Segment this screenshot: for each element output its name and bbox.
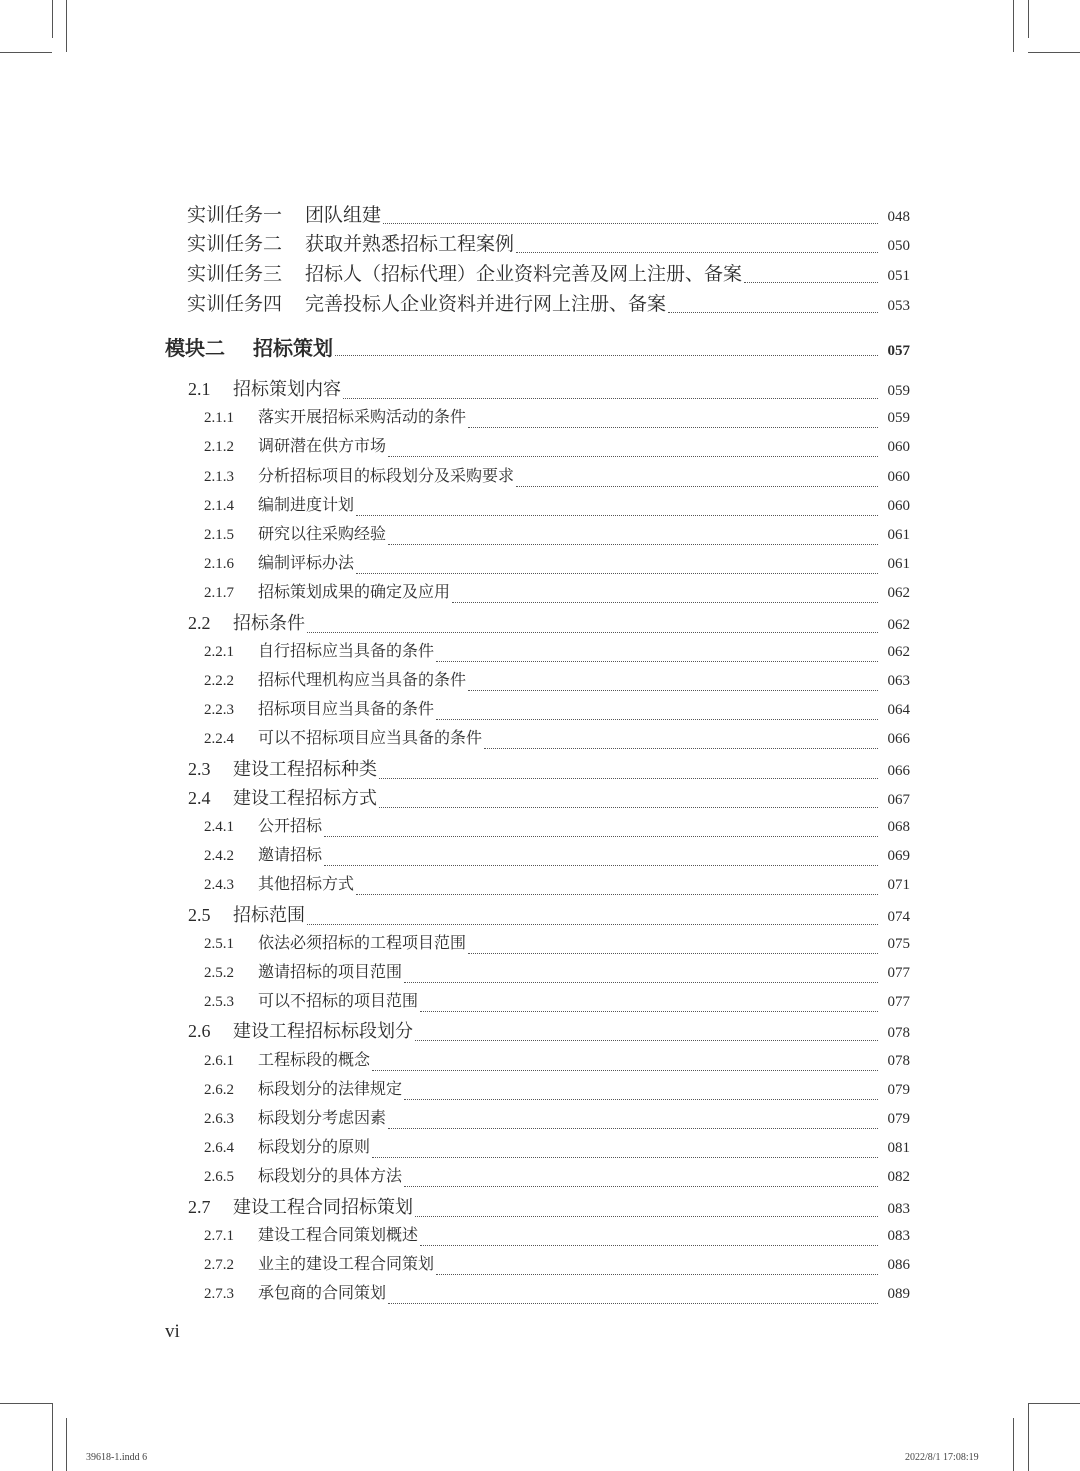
toc-entry-number: 2.6.1 — [204, 1052, 234, 1069]
toc-entry-title: 团队组建 — [305, 204, 382, 226]
toc-entry-number: 2.2.2 — [204, 673, 234, 689]
toc-entry-number: 2.5 — [188, 904, 211, 925]
toc-entry-title: 编制进度计划 — [258, 494, 355, 514]
toc-entry-number: 2.1.3 — [204, 468, 234, 485]
toc-entry-number: 2.6.2 — [204, 1081, 234, 1098]
dot-leader — [356, 515, 878, 516]
page-folio: vi — [165, 1321, 180, 1342]
toc-entry-number: 2.7 — [188, 1196, 211, 1217]
toc-entry-number: 2.1.4 — [204, 497, 234, 514]
toc-entry-title: 招标策划内容 — [233, 379, 341, 400]
toc-section[interactable] — [188, 609, 910, 637]
toc-entry-number: 2.1.1 — [204, 410, 234, 427]
dot-leader — [324, 865, 878, 866]
toc-entry-page: 078 — [887, 1052, 910, 1069]
dot-leader — [388, 544, 878, 545]
toc-entry-title: 业主的建设工程合同策划 — [258, 1254, 435, 1273]
toc-entry-page: 068 — [887, 819, 910, 835]
slug-file-info: 39618-1.indd 6 — [86, 1452, 148, 1463]
toc-entry-page: 057 — [887, 343, 910, 359]
toc-entry-title: 标段划分的具体方法 — [258, 1166, 403, 1186]
toc-entry-title: 招标策划成果的确定及应用 — [258, 582, 451, 602]
toc-entry-title: 自行招标应当具备的条件 — [258, 640, 435, 660]
toc-entry-number: 2.2 — [188, 612, 211, 633]
dot-leader — [379, 807, 878, 808]
toc-training-task[interactable] — [187, 289, 910, 317]
toc-entry-number: 2.2.3 — [204, 702, 234, 719]
dot-leader — [420, 1245, 878, 1246]
dot-leader — [388, 1303, 878, 1304]
dot-leader — [372, 1070, 878, 1071]
dot-leader — [484, 748, 878, 749]
toc-entry-number: 2.7.3 — [204, 1286, 234, 1303]
dot-leader — [516, 252, 878, 253]
toc-entry-title: 可以不招标项目应当具备的条件 — [258, 728, 483, 748]
toc-entry-page: 060 — [887, 439, 910, 456]
dot-leader — [404, 1099, 878, 1100]
toc-entry-number: 2.5.1 — [204, 935, 234, 952]
toc-entry-page: 062 — [887, 585, 910, 602]
toc-entry-number: 2.7.1 — [204, 1227, 234, 1244]
toc-entry-page: 059 — [887, 383, 910, 399]
toc-entry-number: 2.1.6 — [204, 556, 234, 573]
toc-section[interactable] — [188, 375, 910, 403]
toc-entry-number: 2.6.5 — [204, 1169, 234, 1186]
toc-entry-number: 2.2.1 — [204, 643, 234, 660]
toc-entry-number: 2.7.2 — [204, 1257, 234, 1273]
toc-subsection[interactable] — [204, 579, 910, 607]
dot-leader — [415, 1040, 878, 1041]
dot-leader — [436, 1274, 878, 1275]
dot-leader — [388, 456, 878, 457]
toc-subsection[interactable] — [204, 725, 910, 753]
toc-entry-title: 建设工程招标标段划分 — [233, 1021, 413, 1043]
dot-leader — [388, 1128, 878, 1129]
toc-entry-number: 2.4.1 — [204, 819, 234, 835]
toc-entry-number: 模块二 — [165, 336, 225, 360]
dot-leader — [307, 632, 878, 633]
dot-leader — [335, 355, 878, 356]
toc-entry-number: 2.6.3 — [204, 1111, 234, 1127]
toc-entry-title: 邀请招标 — [258, 845, 323, 865]
toc-entry-page: 051 — [887, 268, 910, 284]
toc-entry-page: 069 — [887, 848, 910, 865]
toc-entry-page: 061 — [887, 527, 910, 543]
toc-section[interactable] — [188, 901, 910, 929]
toc-subsection[interactable] — [204, 1047, 910, 1075]
toc-entry-title: 可以不招标的项目范围 — [258, 991, 419, 1011]
dot-leader — [307, 924, 878, 925]
toc-training-task[interactable] — [187, 229, 910, 257]
toc-entry-title: 招标条件 — [233, 612, 305, 634]
toc-entry-title: 邀请招标的项目范围 — [258, 962, 403, 981]
toc-entry-page: 067 — [887, 791, 910, 808]
toc-entry-number: 实训任务四 — [187, 293, 283, 315]
toc-section[interactable] — [188, 1017, 910, 1045]
toc-entry-page: 089 — [887, 1286, 910, 1303]
toc-entry-page: 066 — [887, 731, 910, 748]
toc-entry-title: 获取并熟悉招标工程案例 — [305, 233, 515, 255]
toc-entry-title: 承包商的合同策划 — [258, 1283, 387, 1303]
toc-entry-number: 实训任务三 — [187, 263, 283, 285]
toc-entry-title: 建设工程招标方式 — [233, 787, 377, 809]
toc-subsection[interactable] — [204, 1105, 910, 1133]
toc-entry-page: 053 — [887, 298, 910, 314]
dot-leader — [468, 690, 878, 691]
toc-entry-number: 2.1 — [188, 379, 211, 399]
dot-leader — [436, 661, 878, 662]
toc-subsection[interactable] — [204, 492, 910, 520]
toc-entry-title: 其他招标方式 — [258, 874, 355, 894]
slug-timestamp: 2022/8/1 17:08:19 — [905, 1452, 979, 1463]
toc-entry-number: 2.1.5 — [204, 527, 234, 543]
toc-entry-page: 079 — [887, 1081, 910, 1098]
dot-leader — [668, 312, 878, 313]
toc-subsection[interactable] — [204, 550, 910, 578]
toc-entry-title: 标段划分的法律规定 — [258, 1078, 403, 1098]
toc-entry-title: 完善投标人企业资料并进行网上注册、备案 — [305, 293, 667, 315]
toc-entry-title: 落实开展招标采购活动的条件 — [258, 407, 467, 427]
toc-entry-page: 077 — [887, 994, 910, 1011]
toc-entry-title: 建设工程合同招标策划 — [233, 1196, 413, 1218]
toc-entry-page: 086 — [887, 1257, 910, 1273]
toc-subsection[interactable] — [204, 1163, 910, 1191]
toc-entry-title: 调研潜在供方市场 — [258, 436, 387, 456]
toc-entry-number: 2.5.3 — [204, 994, 234, 1011]
toc-entry-number: 2.5.2 — [204, 965, 234, 981]
toc-entry-page: 060 — [887, 497, 910, 514]
toc-entry-number: 2.6.4 — [204, 1140, 234, 1157]
toc-entry-number: 实训任务二 — [187, 233, 283, 255]
toc-subsection[interactable] — [204, 667, 910, 695]
toc-entry-page: 083 — [887, 1200, 910, 1217]
toc-entry-number: 实训任务一 — [187, 204, 283, 226]
toc-entry-number: 2.6 — [188, 1021, 211, 1042]
toc-subsection[interactable] — [204, 1222, 910, 1250]
toc-entry-page: 075 — [887, 935, 910, 952]
toc-entry-page: 063 — [887, 673, 910, 689]
toc-entry-title: 标段划分考虑因素 — [258, 1108, 387, 1127]
dot-leader — [379, 778, 878, 779]
toc-entry-number: 2.1.2 — [204, 439, 234, 456]
toc-subsection[interactable] — [204, 988, 910, 1016]
toc-entry-title: 公开招标 — [258, 816, 323, 835]
toc-module-heading[interactable] — [165, 332, 910, 360]
dot-leader — [516, 486, 878, 487]
dot-leader — [404, 1186, 878, 1187]
toc-entry-page: 077 — [887, 965, 910, 981]
toc-subsection[interactable] — [204, 959, 910, 987]
toc-entry-page: 066 — [887, 762, 910, 779]
toc-subsection[interactable] — [204, 463, 910, 491]
toc-entry-page: 059 — [887, 410, 910, 427]
dot-leader — [468, 953, 878, 954]
dot-leader — [372, 1157, 878, 1158]
dot-leader — [468, 427, 878, 428]
toc-entry-title: 招标代理机构应当具备的条件 — [258, 670, 467, 689]
toc-subsection[interactable] — [204, 1280, 910, 1308]
toc-entry-title: 编制评标办法 — [258, 553, 355, 573]
toc-subsection[interactable] — [204, 871, 910, 899]
dot-leader — [436, 719, 878, 720]
toc-entry-title: 依法必须招标的工程项目范围 — [258, 932, 467, 952]
dot-leader — [356, 894, 878, 895]
toc-subsection[interactable] — [204, 813, 910, 841]
toc-entry-title: 招标策划 — [253, 336, 333, 360]
toc-subsection[interactable] — [204, 638, 910, 666]
toc-subsection[interactable] — [204, 842, 910, 870]
toc-entry-page: 081 — [887, 1140, 910, 1157]
toc-entry-title: 工程标段的概念 — [258, 1049, 371, 1069]
dot-leader — [404, 982, 878, 983]
toc-entry-title: 招标项目应当具备的条件 — [258, 699, 435, 719]
toc-entry-title: 分析招标项目的标段划分及采购要求 — [258, 465, 515, 485]
toc-subsection[interactable] — [204, 1134, 910, 1162]
toc-entry-title: 研究以往采购经验 — [258, 524, 387, 543]
toc-training-task[interactable] — [187, 259, 910, 287]
toc-entry-page: 083 — [887, 1227, 910, 1244]
toc-entry-number: 2.4 — [188, 787, 211, 808]
toc-entry-page: 082 — [887, 1169, 910, 1186]
toc-subsection[interactable] — [204, 696, 910, 724]
toc-entry-number: 2.1.7 — [204, 585, 234, 602]
toc-entry-number: 2.4.2 — [204, 848, 234, 865]
toc-entry-page: 062 — [887, 643, 910, 660]
toc-entry-title: 招标人（招标代理）企业资料完善及网上注册、备案 — [305, 263, 743, 285]
toc-entry-page: 060 — [887, 468, 910, 485]
dot-leader — [420, 1011, 878, 1012]
toc-entry-title: 建设工程招标种类 — [233, 758, 377, 780]
dot-leader — [452, 602, 878, 603]
dot-leader — [383, 223, 878, 224]
dot-leader — [744, 282, 878, 283]
toc-entry-page: 078 — [887, 1025, 910, 1042]
toc-subsection[interactable] — [204, 1076, 910, 1104]
dot-leader — [324, 836, 878, 837]
toc-entry-title: 招标范围 — [233, 904, 305, 926]
toc-entry-page: 048 — [887, 209, 910, 225]
dot-leader — [415, 1216, 878, 1217]
toc-entry-page: 079 — [887, 1111, 910, 1127]
toc-subsection[interactable] — [204, 1251, 910, 1279]
toc-subsection[interactable] — [204, 930, 910, 958]
toc-entry-page: 050 — [887, 238, 910, 254]
toc-entry-title: 标段划分的原则 — [258, 1137, 371, 1157]
toc-entry-page: 061 — [887, 556, 910, 573]
toc-section[interactable] — [188, 784, 910, 812]
toc-entry-number: 2.3 — [188, 758, 211, 779]
dot-leader — [356, 573, 878, 574]
toc-entry-title: 建设工程合同策划概述 — [258, 1224, 419, 1244]
toc-entry-number: 2.4.3 — [204, 877, 234, 894]
toc-section[interactable] — [188, 1193, 910, 1221]
toc-subsection[interactable] — [204, 521, 910, 549]
toc-entry-page: 074 — [887, 908, 910, 925]
toc-entry-page: 064 — [887, 702, 910, 719]
toc-subsection[interactable] — [204, 433, 910, 461]
toc-entry-number: 2.2.4 — [204, 731, 234, 748]
toc-subsection[interactable] — [204, 404, 910, 432]
dot-leader — [343, 398, 878, 399]
toc-training-task[interactable] — [187, 200, 910, 228]
toc-entry-page: 071 — [887, 877, 910, 894]
toc-entry-page: 062 — [887, 616, 910, 633]
toc-section[interactable] — [188, 755, 910, 783]
